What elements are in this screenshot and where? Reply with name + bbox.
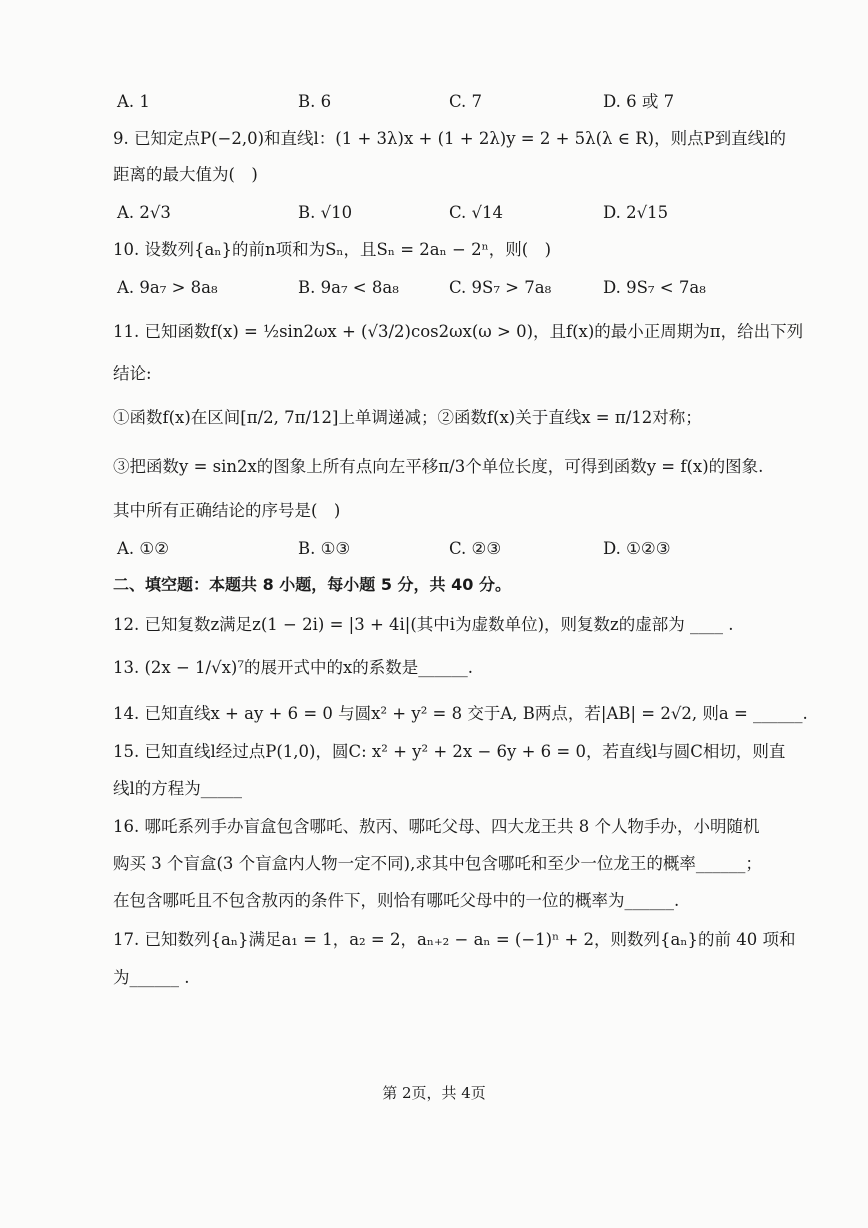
page-footer: 第 2页，共 4页 [382, 1084, 486, 1102]
q8-options [117, 90, 777, 114]
q16-line1: 16. 哪吒系列手办盲盒包含哪吒、敖丙、哪吒父母、四大龙王共 8 个人物手办，小明随机 [113, 817, 760, 836]
section-heading-fill-in: 二、填空题：本题共 8 小题，每小题 5 分，共 40 分。 [113, 575, 511, 594]
q11-question: 其中所有正确结论的序号是( ) [113, 501, 341, 520]
q11-conclusion-1-2: ①函数f(x)在区间[π/2, 7π/12]上单调递减；②函数f(x)关于直线x = π/12对称； [113, 408, 702, 427]
q11-option-a: A. ①② [117, 539, 169, 558]
q11-options [117, 537, 777, 561]
q8-option-b: B. 6 [298, 92, 332, 111]
q11-option-b: B. ①③ [298, 539, 351, 558]
q8-option-d: D. 6 或 7 [603, 92, 675, 111]
q11-stem-line2: 结论: [113, 364, 152, 383]
q15-line2: 线l的方程为_____ [113, 779, 243, 798]
q10-option-a: A. 9a₇ > 8a₈ [117, 278, 218, 297]
q9-option-d: D. 2√15 [603, 203, 669, 222]
q10-option-c: C. 9S₇ > 7a₈ [449, 278, 552, 297]
q16-line3: 在包含哪吒且不包含敖丙的条件下，则恰有哪吒父母中的一位的概率为______. [113, 891, 680, 910]
q17-line2: 为______ . [113, 968, 190, 987]
q10-options [117, 276, 777, 300]
q15-line1: 15. 已知直线l经过点P(1,0)，圆C: x² + y² + 2x − 6y + 6 = 0，若直线l与圆C相切，则直 [113, 742, 786, 761]
q11-stem-line1: 11. 已知函数f(x) = ½sin2ωx + (√3/2)cos2ωx(ω > 0)，且f(x)的最小正周期为π，给出下列 [113, 322, 804, 341]
q9-options [117, 201, 777, 225]
q9-option-b: B. √10 [298, 203, 353, 222]
q11-conclusion-3: ③把函数y = sin2x的图象上所有点向左平移π/3个单位长度，可得到函数y = f(x)的图象. [113, 457, 764, 476]
q17-line1: 17. 已知数列{aₙ}满足a₁ = 1，a₂ = 2，aₙ₊₂ − aₙ = (−1)ⁿ + 2，则数列{aₙ}的前 40 项和 [113, 930, 796, 949]
q13: 13. (2x − 1/√x)⁷的展开式中的x的系数是______. [113, 658, 474, 677]
q8-option-c: C. 7 [449, 92, 483, 111]
q9-stem-line2: 距离的最大值为( ) [113, 165, 258, 184]
q10-stem: 10. 设数列{aₙ}的前n项和为Sₙ，且Sₙ = 2aₙ − 2ⁿ，则( ) [113, 240, 552, 259]
q11-option-c: C. ②③ [449, 539, 502, 558]
q10-option-b: B. 9a₇ < 8a₈ [298, 278, 399, 297]
q9-option-a: A. 2√3 [117, 203, 171, 222]
q9-stem-line1: 9. 已知定点P(−2,0)和直线l：(1 + 3λ)x + (1 + 2λ)y = 2 + 5λ(λ ∈ R)，则点P到直线l的 [113, 129, 786, 148]
q14: 14. 已知直线x + ay + 6 = 0 与圆x² + y² = 8 交于A, B两点，若|AB| = 2√2, 则a = ______. [113, 704, 808, 723]
q16-line2: 购买 3 个盲盒(3 个盲盒内人物一定不同),求其中包含哪吒和至少一位龙王的概率______； [113, 854, 762, 873]
q8-option-a: A. 1 [117, 92, 150, 111]
q12: 12. 已知复数z满足z(1 − 2i) = |3 + 4i|(其中i为虚数单位)，则复数z的虚部为 ____ . [113, 615, 734, 634]
q9-option-c: C. √14 [449, 203, 504, 222]
q11-option-d: D. ①②③ [603, 539, 671, 558]
q10-option-d: D. 9S₇ < 7a₈ [603, 278, 706, 297]
